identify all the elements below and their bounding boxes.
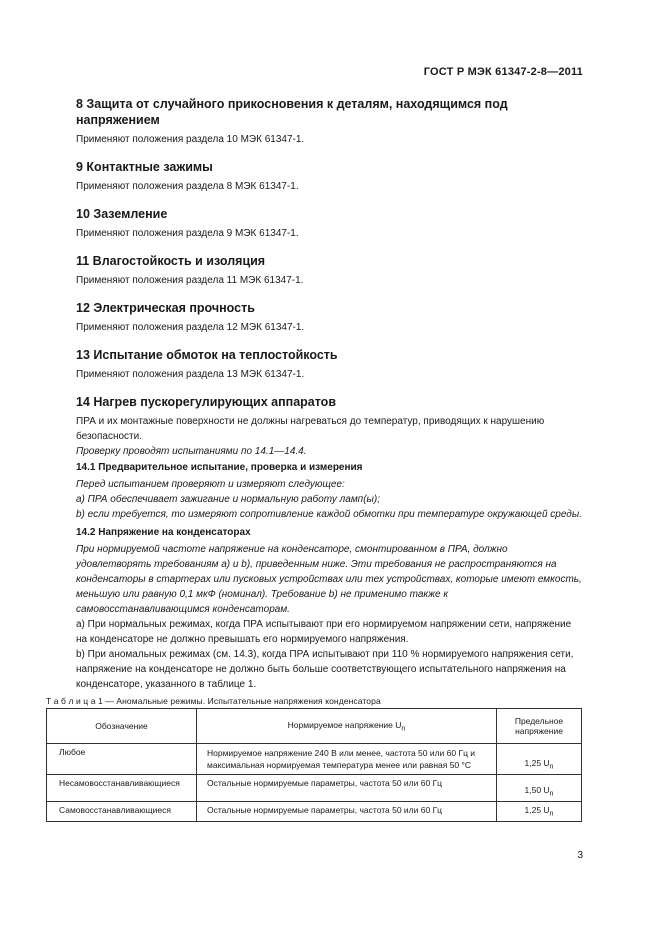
table-row (47, 744, 582, 775)
list-item: b) При аномальных режимах (см. 14.3), когда ПРА испытывают при 110 % нормируемого напряжения сети, напряжение на конденсаторе не должно быть больше соответствующего испытательного напряжения на конденсаторе, указанного в таблице 1. (76, 649, 574, 690)
section-text: Применяют положения раздела 11 МЭК 61347-1. (76, 275, 304, 286)
section-10 (76, 206, 584, 241)
section-9 (76, 159, 584, 194)
section-text: Применяют положения раздела 8 МЭК 61347-1. (76, 181, 299, 192)
table-caption: Т а б л и ц а 1 — Аномальные режимы. Испытательные напряжения конденсатора (46, 696, 381, 706)
column-header: Обозначение (47, 709, 197, 744)
section-title: 11 Влагостойкость и изоляция (76, 254, 266, 268)
paragraph: ПРА и их монтажные поверхности не должны нагреваться до температур, приводящих к нарушению безопасности. (76, 416, 545, 442)
table-cell: Несамовосстанавливающиеся (47, 775, 197, 802)
section-text: Применяют положения раздела 10 МЭК 61347-1. (76, 134, 305, 145)
table-cell: Нормируемое напряжение 240 В или менее, частота 50 или 60 Гц и максимальная нормируемая температура менее или равная 50 °С (197, 744, 497, 775)
column-header: Нормируемое напряжение $U_n$ (197, 709, 497, 744)
section-text: Применяют положения раздела 9 МЭК 61347-1. (76, 228, 299, 239)
table-row (47, 775, 582, 802)
section-title: 12 Электрическая прочность (76, 301, 255, 315)
paragraph: Перед испытанием проверяют и измеряют следующее: (76, 479, 345, 490)
subsection-title: 14.2 Напряжение на конденсаторах (76, 527, 251, 538)
table-row (47, 802, 582, 822)
table-cell: Любое (47, 744, 197, 775)
page-number: 3 (577, 850, 583, 861)
section-14 (76, 394, 584, 692)
document-body (76, 96, 584, 692)
section-title: 10 Заземление (76, 207, 168, 221)
section-11 (76, 253, 584, 288)
subsection-title: 14.1 Предварительное испытание, проверка и измерения (76, 462, 363, 473)
table-cell: 1,50 $U_n$ (497, 775, 582, 802)
section-title: 9 Контактные зажимы (76, 160, 213, 174)
section-12 (76, 300, 584, 335)
table-cell: Остальные нормируемые параметры, частота 50 или 60 Гц (197, 775, 497, 802)
section-title: 14 Нагрев пускорегулирующих аппаратов (76, 395, 337, 409)
table-cell: 1,25 $U_n$ (497, 802, 582, 822)
paragraph: Проверку проводят испытаниями по 14.1—14.4. (76, 446, 307, 457)
paragraph: При нормируемой частоте напряжение на конденсаторе, смонтированном в ПРА, должно удовлетворять требованиям a) и b), приведенным ниже. Эти требования не распространяются на конденсаторы в стартерах или пусковых устройствах или тех устройствах, которые имеют емкость, меньшую или равную 0,1 мкФ (номинал). Требование b) не применимо также к самовосстанавливающимся конденсаторам. (76, 544, 582, 615)
section-title: 13 Испытание обмоток на теплостойкость (76, 348, 338, 362)
capacitor-voltage-table (46, 708, 582, 822)
standard-header: ГОСТ Р МЭК 61347-2-8—2011 (423, 66, 583, 78)
section-title: 8 Защита от случайного прикосновения к деталям, находящимся под напряжением (76, 97, 508, 127)
list-item: a) ПРА обеспечивает зажигание и нормальную работу ламп(ы); (76, 494, 380, 505)
list-item: a) При нормальных режимах, когда ПРА испытывают при его нормируемом напряжении сети, напряжение на конденсаторе не должно превышать его нормируемого напряжения. (76, 619, 572, 645)
table-cell: Остальные нормируемые параметры, частота 50 или 60 Гц (197, 802, 497, 822)
section-text: Применяют положения раздела 13 МЭК 61347-1. (76, 369, 305, 380)
section-8 (76, 96, 584, 147)
table-cell: Самовосстанавливающиеся (47, 802, 197, 822)
list-item: b) если требуется, то измеряют сопротивление каждой обмотки при температуре окружающей среды. (76, 509, 582, 520)
column-header: Предельное напряжение (497, 709, 582, 744)
section-text: Применяют положения раздела 12 МЭК 61347-1. (76, 322, 305, 333)
section-13 (76, 347, 584, 382)
table-header-row (47, 709, 582, 744)
table-cell: 1,25 $U_n$ (497, 744, 582, 775)
